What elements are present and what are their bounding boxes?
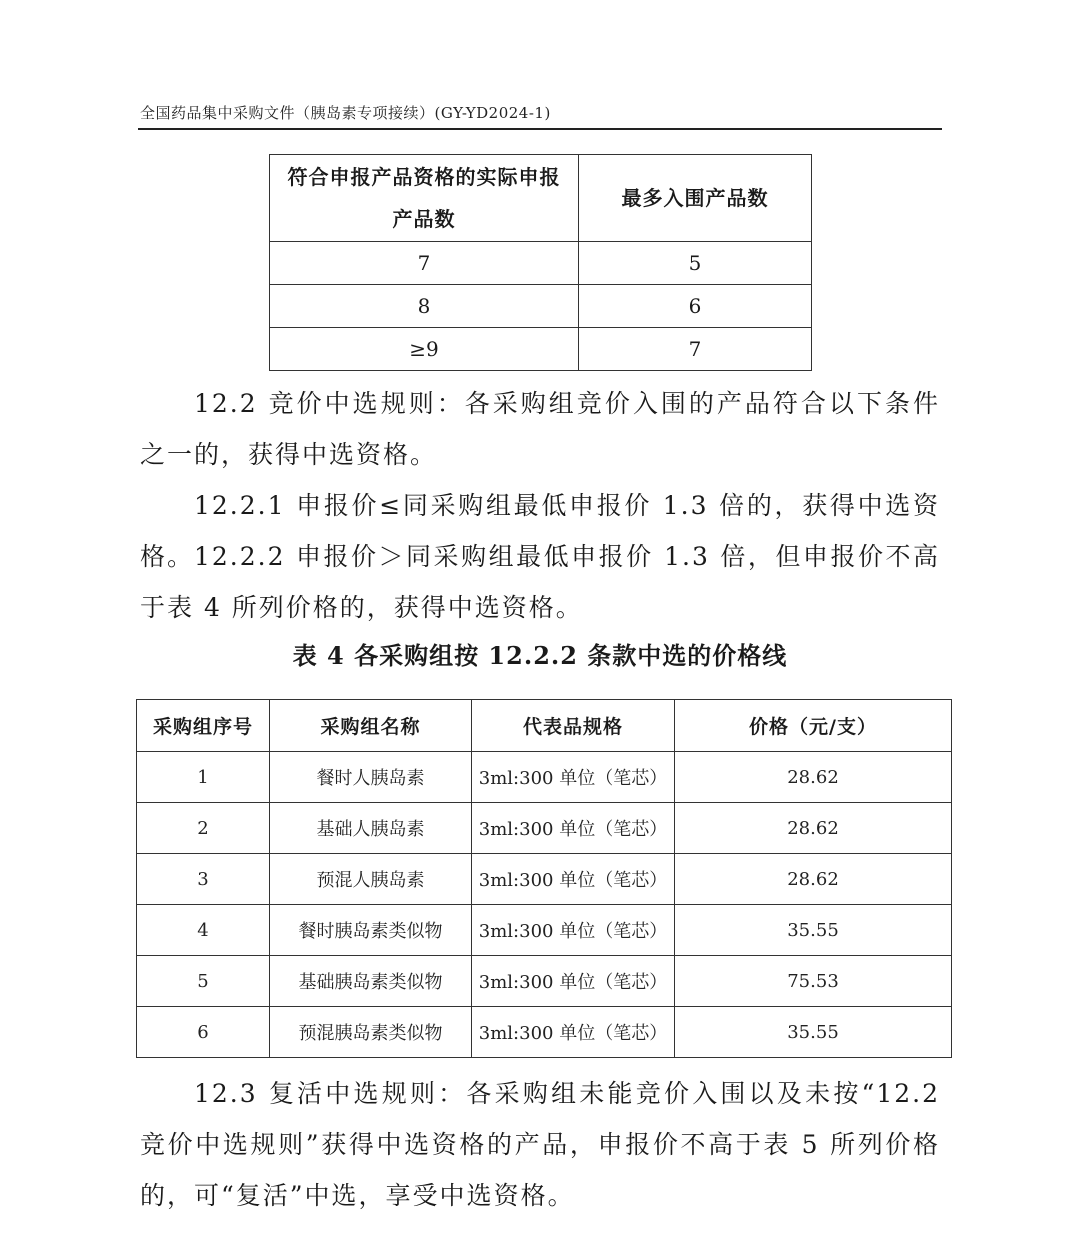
- paragraph-text: 12.2.1 申报价≤同采购组最低申报价 1.3 倍的，获得中选资格。: [140, 491, 940, 571]
- table-row: [270, 242, 812, 285]
- table-cell: 3ml:300 单位（笔芯）: [472, 905, 675, 956]
- table-row: [270, 328, 812, 371]
- header-divider: [138, 128, 942, 130]
- table-cell: 餐时人胰岛素: [270, 752, 472, 803]
- table-cell: 5: [579, 242, 812, 285]
- column-header: 采购组序号: [137, 700, 270, 752]
- table-cell: 基础胰岛素类似物: [270, 956, 472, 1007]
- table-cell: 5: [137, 956, 270, 1007]
- table-cell: 1: [137, 752, 270, 803]
- table-cell: 3ml:300 单位（笔芯）: [472, 752, 675, 803]
- table-row: [137, 905, 952, 956]
- table-cell: 4: [137, 905, 270, 956]
- table-cell: 预混人胰岛素: [270, 854, 472, 905]
- table-cell: 3: [137, 854, 270, 905]
- table-row: [137, 752, 952, 803]
- table-cell: 8: [270, 285, 579, 328]
- table-cell: 6: [137, 1007, 270, 1058]
- table-cell: 3ml:300 单位（笔芯）: [472, 1007, 675, 1058]
- table-cell: 75.53: [675, 956, 952, 1007]
- table-cell: 28.62: [675, 854, 952, 905]
- table-cell: ≥9: [270, 328, 579, 371]
- table-row: [270, 285, 812, 328]
- column-header: 符合申报产品资格的实际申报产品数: [270, 155, 579, 242]
- table-row: [137, 854, 952, 905]
- paragraph-text: 12.2.2 申报价＞同采购组最低申报价 1.3 倍，但申报价不高于表 4 所列价格的，获得中选资格。: [140, 542, 940, 622]
- table-cell: 2: [137, 803, 270, 854]
- column-header: 价格（元/支）: [675, 700, 952, 752]
- table-cell: 3ml:300 单位（笔芯）: [472, 956, 675, 1007]
- table-row: [137, 1007, 952, 1058]
- table-header-row: [137, 700, 952, 752]
- paragraph-text: 12.2 竞价中选规则：各采购组竞价入围的产品符合以下条件之一的，获得中选资格。: [140, 389, 940, 469]
- table-4-title: 表 4 各采购组按 12.2.2 条款中选的价格线: [292, 641, 788, 670]
- table-cell: 3ml:300 单位（笔芯）: [472, 854, 675, 905]
- column-header: 采购组名称: [270, 700, 472, 752]
- paragraph-12-2-2: [140, 531, 940, 633]
- column-header: 代表品规格: [472, 700, 675, 752]
- table-cell: 35.55: [675, 1007, 952, 1058]
- table-header-row: [270, 155, 812, 242]
- table-4-price-lines: [136, 699, 952, 1058]
- column-header: 最多入围产品数: [579, 155, 812, 242]
- paragraph-12-3: [140, 1068, 940, 1221]
- table-cell: 35.55: [675, 905, 952, 956]
- table-cell: 28.62: [675, 752, 952, 803]
- table-cell: 6: [579, 285, 812, 328]
- table-cell: 3ml:300 单位（笔芯）: [472, 803, 675, 854]
- table-3-entry-limits: [269, 154, 812, 371]
- table-row: [137, 956, 952, 1007]
- paragraph-text: 12.3 复活中选规则：各采购组未能竞价入围以及未按“12.2 竞价中选规则”获得中选资格的产品，申报价不高于表 5 所列价格的，可“复活”中选，享受中选资格。: [140, 1079, 940, 1210]
- table-cell: 餐时胰岛素类似物: [270, 905, 472, 956]
- table-cell: 7: [270, 242, 579, 285]
- page-header: 全国药品集中采购文件（胰岛素专项接续）(GY-YD2024-1): [140, 104, 551, 122]
- table-cell: 预混胰岛素类似物: [270, 1007, 472, 1058]
- table-cell: 28.62: [675, 803, 952, 854]
- table-cell: 基础人胰岛素: [270, 803, 472, 854]
- table-row: [137, 803, 952, 854]
- paragraph-12-2: [140, 378, 940, 480]
- table-cell: 7: [579, 328, 812, 371]
